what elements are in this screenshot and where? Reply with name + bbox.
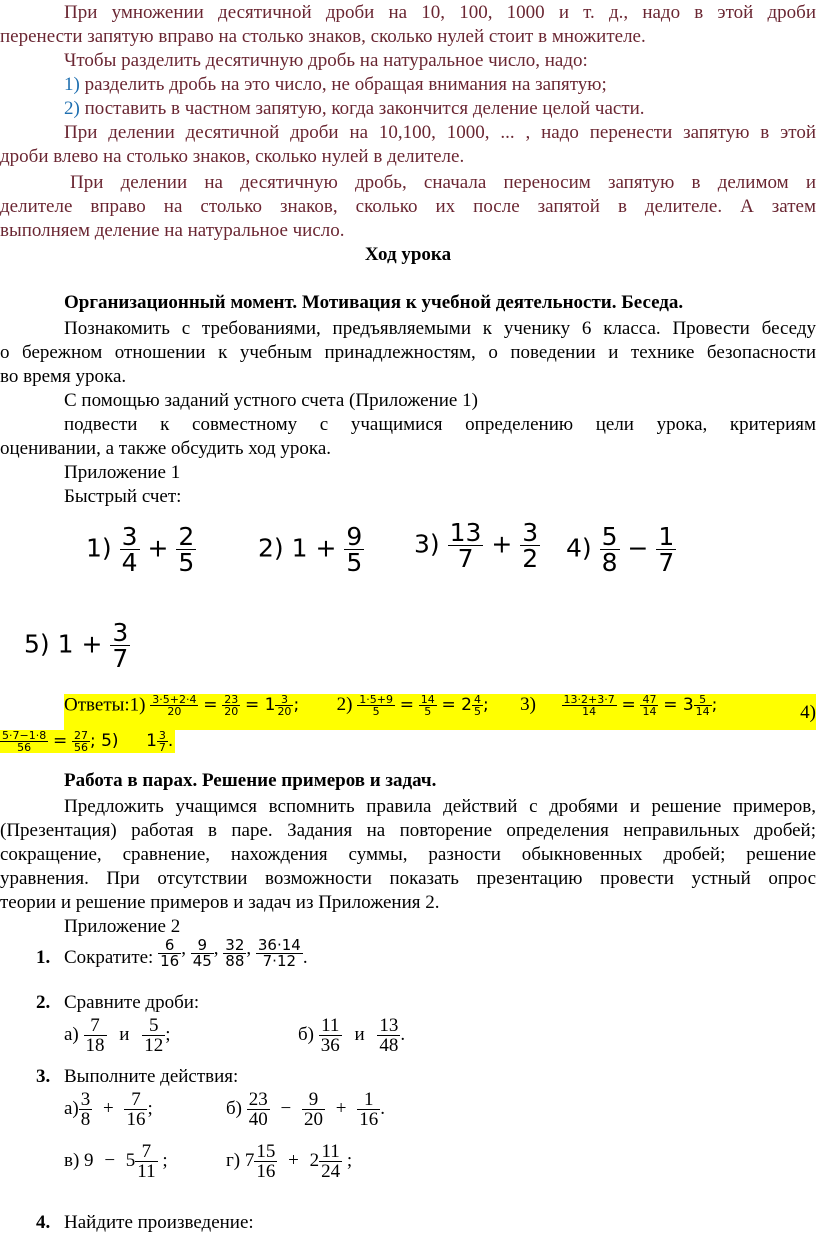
equals: = <box>52 731 68 751</box>
numerator: 9 <box>346 522 363 551</box>
task-number: 1. <box>36 947 51 968</box>
equals: = 1 <box>244 695 276 715</box>
denominator: 14 <box>642 705 657 719</box>
conjunction: и <box>119 1023 130 1045</box>
numerator: 3 <box>121 522 138 551</box>
intro-p2: Чтобы разделить десятичную дробь на натуральное число, надо: <box>64 50 588 71</box>
fraction <box>110 620 130 671</box>
subtask-label: г) 7 <box>226 1149 255 1171</box>
quick-task-3 <box>414 520 540 571</box>
intro-step2 <box>64 98 816 120</box>
fraction <box>319 1016 342 1055</box>
task-label: 2) <box>258 533 284 563</box>
numerator: 11 <box>321 1015 340 1036</box>
equals: = 2 <box>441 695 472 715</box>
numerator: 1·5+9 <box>359 693 393 707</box>
numerator: 3 <box>112 618 129 647</box>
fraction <box>275 694 293 717</box>
pairs-line1: Предложить учащимся вспомнить правила действий с дробями и решение примеров, <box>64 796 816 817</box>
task-2-compare <box>36 992 816 1014</box>
denominator: 7 <box>658 548 675 577</box>
fraction <box>124 1090 147 1129</box>
subtask-label: б) <box>226 1097 242 1119</box>
denominator: 16 <box>256 1161 276 1182</box>
fraction <box>158 938 181 969</box>
numerator: 7 <box>141 1141 152 1162</box>
denominator: 5 <box>178 548 195 577</box>
operator: + <box>103 1097 114 1119</box>
separator: ; 5) <box>89 731 119 751</box>
numerator: 32 <box>225 936 245 954</box>
task-1-reduce: 1. Сократите: $\frac{6}{16}$ , $\frac{9}{45}$ , $\frac{32}{88}$ , $\frac{36\cdot 14}{7\cdot 12}$ . <box>36 936 308 970</box>
numerator: 5·7−1·8 <box>2 729 47 743</box>
conjunction: и <box>354 1023 365 1045</box>
whole-number: 1 <box>57 629 74 659</box>
task-label: 3) <box>414 529 440 559</box>
org-line3: во время урока. <box>0 366 127 387</box>
denominator: 4 <box>121 548 138 577</box>
task-text: Сравните дроби: <box>64 992 200 1013</box>
fraction <box>0 730 48 753</box>
fraction <box>377 1016 400 1055</box>
operator: − <box>627 533 649 563</box>
denominator: 48 <box>379 1035 399 1056</box>
whole-number: 1 <box>146 731 157 751</box>
appendix2-title: Приложение 2 <box>64 916 181 937</box>
task-3-compute <box>36 1066 816 1088</box>
numerator: 14 <box>420 693 435 707</box>
task-text: Сократите: <box>64 947 154 968</box>
org-heading: Организационный момент. Мотивация к учебной деятельности. Беседа. <box>64 292 684 313</box>
denominator: 20 <box>277 705 292 719</box>
equals: = <box>621 695 636 715</box>
denominator: 18 <box>85 1035 105 1056</box>
numerator: 11 <box>321 1141 340 1162</box>
denominator: 12 <box>144 1035 164 1056</box>
fraction <box>472 694 483 717</box>
pairs-heading: Работа в парах. Решение примеров и задач. <box>64 770 437 791</box>
denominator: 20 <box>224 705 239 719</box>
task-2b: б) $\frac{11}{36}$ и $\frac{13}{48}$ . <box>298 1015 406 1056</box>
numerator: 7 <box>131 1089 141 1110</box>
quick-count-title: Быстрый счет: <box>64 486 182 507</box>
fraction <box>72 730 90 753</box>
task-4-product <box>36 1212 816 1234</box>
quick-task-2 <box>258 524 364 575</box>
denominator: 7 <box>448 545 484 571</box>
fraction <box>694 694 712 717</box>
org-line2: о бережном отношении к учебным принадлежностям, о поведении и технике безопасности <box>0 342 816 363</box>
pairs-line4: уравнения. При отсутствии возможности показать презентацию провести устный опрос <box>0 868 816 889</box>
numerator: 7 <box>90 1015 100 1036</box>
step2-number: 2) <box>64 98 80 119</box>
answer-label: 3) <box>520 694 536 715</box>
lesson-title: Ход урока <box>364 244 452 265</box>
whole-number: 5 <box>125 1149 136 1171</box>
denominator: 7 <box>112 644 129 673</box>
numerator: 23 <box>224 693 239 707</box>
step2-text: поставить в частном запятую, когда закончится деление целой части. <box>79 98 645 119</box>
numerator: 5 <box>601 522 618 551</box>
oral-line1: С помощью заданий устного счета (Приложение 1) <box>64 390 478 411</box>
separator: ; <box>711 695 718 715</box>
denominator: 11 <box>137 1161 156 1182</box>
separator: ; <box>482 695 489 715</box>
task-label: 1) <box>86 533 112 563</box>
subtask-label: б) <box>298 1023 314 1045</box>
operator: + <box>288 1149 299 1171</box>
oral-line2: подвести к совместному с учащимися определению цели урока, критериям <box>64 414 816 435</box>
denominator: 7 <box>158 741 166 755</box>
denominator: 16 <box>160 952 180 970</box>
equals: = <box>203 695 218 715</box>
denominator: 14 <box>562 705 617 717</box>
task-text: Найдите произведение: <box>64 1212 254 1233</box>
intro-p1-line2: перенести запятую вправо на столько знаков, сколько нулей стоит в множителе. <box>0 26 646 47</box>
fraction <box>302 1090 325 1129</box>
intro-p1-line1: При умножении десятичной дроби на 10, 100, 1000 и т. д., надо в этой дроби <box>64 2 816 23</box>
fraction <box>247 1090 270 1129</box>
task-3g: г) 7 $\frac{15}{16}$ + 2 $\frac{11}{24}$ ; <box>226 1141 353 1182</box>
denominator: 20 <box>303 1109 323 1130</box>
step1-text: разделить дробь на это число, не обращая внимания на запятую; <box>79 74 607 95</box>
pairs-line3: сокращение, сравнение, нахождения суммы, разности обыкновенных дробей; решение <box>0 844 816 865</box>
denominator: 5 <box>473 705 481 719</box>
quick-task-4 <box>566 524 676 575</box>
fraction <box>419 694 437 717</box>
task-number: 4. <box>36 1212 51 1233</box>
numerator: 3 <box>522 518 539 547</box>
oral-line3: оценивании, а также обсудить ход урока. <box>0 438 332 459</box>
denominator: 5 <box>419 705 437 717</box>
equals: = <box>399 695 414 715</box>
denominator: 16 <box>359 1109 379 1130</box>
fraction <box>319 1142 342 1181</box>
task-3b: б) $\frac{23}{40}$ − $\frac{9}{20}$ + $\frac{1}{16}$ . <box>226 1089 385 1130</box>
quick-task-1 <box>86 524 196 575</box>
denominator: 88 <box>225 952 245 970</box>
operator: + <box>147 533 169 563</box>
denominator: 16 <box>126 1109 146 1130</box>
fraction <box>640 694 658 717</box>
quick-task-5 <box>24 620 130 671</box>
fraction <box>135 1142 157 1181</box>
separator: ; <box>293 695 300 715</box>
denominator: 45 <box>192 952 212 970</box>
org-line1: Познакомить с требованиями, предъявляемыми к ученику 6 класса. Провести беседу <box>64 318 816 339</box>
task-3a: а) $\frac{3}{8}$ + $\frac{7}{16}$ ; <box>64 1089 153 1130</box>
denominator: 24 <box>321 1161 341 1182</box>
intro-step1 <box>64 74 816 96</box>
fraction <box>254 1142 277 1181</box>
intro-p4-line3: выполняем деление на натуральное число. <box>0 220 345 241</box>
fraction <box>562 694 617 717</box>
fraction <box>176 524 196 575</box>
task-number: 3. <box>36 1066 51 1087</box>
fraction <box>448 520 484 571</box>
numerator: 13·2+3·7 <box>563 693 615 707</box>
numerator: 9 <box>308 1089 319 1110</box>
fraction <box>222 694 240 717</box>
equals: = 3 <box>663 695 694 715</box>
denominator: 2 <box>522 544 539 573</box>
fraction <box>79 1090 93 1129</box>
subtask-label: в) 9 <box>64 1149 94 1171</box>
operator: + <box>315 533 337 563</box>
intro-p4-line2: делителе вправо на столько знаков, сколько их после запятой в делителе. А затем <box>0 196 816 217</box>
operator: + <box>491 529 513 559</box>
numerator: 6 <box>164 936 175 954</box>
answers-line2 <box>0 730 175 753</box>
numerator: 2 <box>178 522 195 551</box>
numerator: 1 <box>658 522 675 551</box>
task-3v: в) 9 − 5 $\frac{7}{11}$ ; <box>64 1141 168 1182</box>
fraction <box>357 694 395 717</box>
denominator: 8 <box>601 548 618 577</box>
numerator: 3 <box>280 693 288 707</box>
numerator: 15 <box>256 1141 276 1162</box>
fraction <box>600 524 620 575</box>
numerator: 1 <box>363 1089 374 1110</box>
fraction <box>344 524 364 575</box>
fraction <box>656 524 676 575</box>
numerator: 47 <box>642 693 657 707</box>
fraction <box>157 730 168 753</box>
intro-p3-line2: дроби влево на столько знаков, сколько нулей в делителе. <box>0 146 465 167</box>
task-number: 2. <box>36 992 51 1013</box>
fraction <box>150 694 198 717</box>
fraction <box>223 938 246 969</box>
numerator: 4 <box>473 693 481 707</box>
answers-label: Ответы:1) <box>64 694 146 716</box>
numerator: 3·5+2·4 <box>152 693 197 707</box>
appendix1-title: Приложение 1 <box>64 462 181 483</box>
task-label: 4) <box>566 533 592 563</box>
intro-p3-line1: При делении десятичной дроби на 10,100, 1000, ... , надо перенести запятую в этой <box>64 122 816 143</box>
fraction <box>256 938 303 969</box>
numerator: 36·14 <box>257 936 301 954</box>
intro-p4-line1: При делении на десятичную дробь, сначала переносим запятую в делимом и <box>70 172 816 193</box>
subtask-label: а) <box>64 1023 79 1045</box>
whole-number: 1 <box>291 533 308 563</box>
denominator: 40 <box>248 1109 268 1130</box>
numerator: 27 <box>73 729 88 743</box>
answer-label: 4) <box>800 702 816 723</box>
numerator: 13 <box>449 518 482 547</box>
answer-label: 2) <box>336 694 353 715</box>
denominator: 56 <box>0 741 48 753</box>
answers-line1 <box>64 694 816 730</box>
numerator: 13 <box>379 1015 399 1036</box>
numerator: 5 <box>699 693 707 707</box>
numerator: 3 <box>158 729 166 743</box>
operator: + <box>335 1097 347 1119</box>
denominator: 8 <box>80 1109 91 1130</box>
operator: − <box>280 1097 292 1119</box>
task-2a: а) $\frac{7}{18}$ и $\frac{5}{12}$ ; <box>64 1015 171 1056</box>
fraction <box>142 1016 165 1055</box>
pairs-line5: теории и решение примеров и задач из Приложения 2. <box>0 892 440 913</box>
subtask-label: а) <box>64 1097 79 1119</box>
numerator: 5 <box>148 1015 159 1036</box>
fraction <box>120 524 140 575</box>
answers-line2-highlight <box>0 730 175 753</box>
denominator: 5 <box>357 705 395 717</box>
fraction <box>520 520 540 571</box>
denominator: 7·12 <box>256 953 303 969</box>
numerator: 9 <box>197 936 207 954</box>
step1-number: 1) <box>64 74 80 95</box>
whole-number: 2 <box>309 1149 320 1171</box>
denominator: 14 <box>695 705 710 719</box>
separator: . <box>167 731 174 751</box>
numerator: 23 <box>248 1089 268 1110</box>
denominator: 56 <box>73 741 88 755</box>
pairs-line2: (Презентация) работая в паре. Задания на повторение определения неправильных дробей; <box>0 820 816 841</box>
fraction <box>357 1090 380 1129</box>
denominator: 5 <box>346 548 363 577</box>
operator: + <box>81 629 103 659</box>
fraction <box>84 1016 107 1055</box>
denominator: 36 <box>320 1035 340 1056</box>
task-label: 5) <box>24 629 50 659</box>
numerator: 3 <box>80 1089 91 1110</box>
denominator: 20 <box>150 705 198 717</box>
fraction <box>191 938 214 969</box>
task-text: Выполните действия: <box>64 1066 239 1087</box>
operator: − <box>104 1149 116 1171</box>
